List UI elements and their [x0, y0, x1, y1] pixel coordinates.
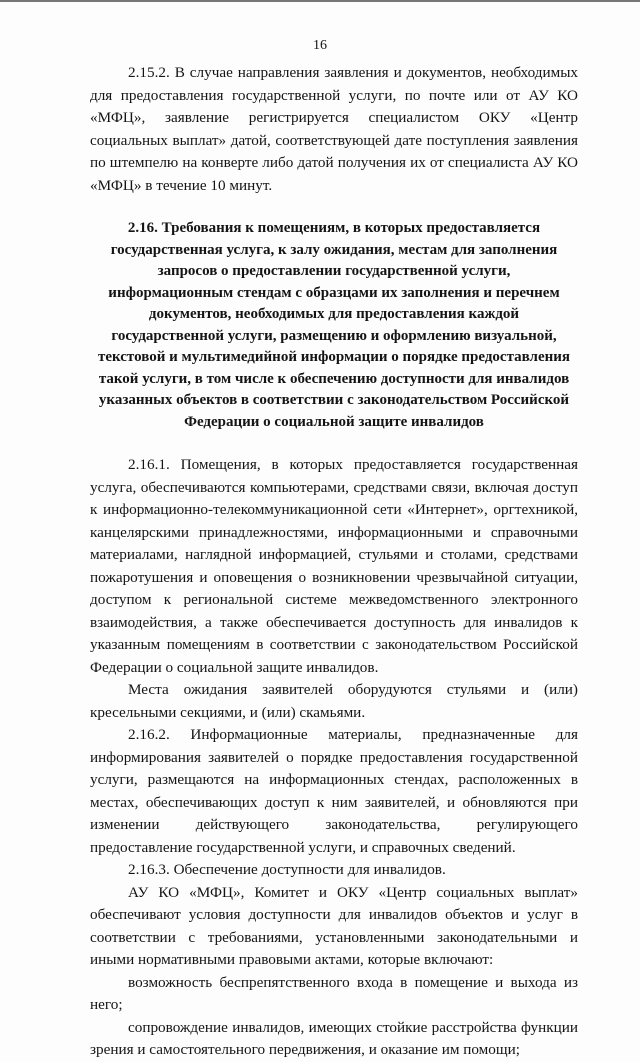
section-heading-2-16: 2.16. Требования к помещениям, в которых предоставляется государственная услуга, к залу ожидания, местам для заполнения запросов о предоставлении государственной услуги, информационным стендам с образцами их заполнения и перечнем документов, необходимых для предоставления каждой государственной услуги, размещению и оформлению визуальной, текстовой и мультимедийной информации о порядке предоставления такой услуги, в том числе к обеспечению доступности для инвалидов указанных объектов в соответствии с законодательством Российской Федерации о социальной защите инвалидов: [97, 220, 571, 430]
list-item-escort: сопровождение инвалидов, имеющих стойкие расстройства функции зрения и самостоятельного передвижения, и оказание им помощи;: [90, 1018, 578, 1058]
paragraph-2-16-3: 2.16.3. Обеспечение доступности для инвалидов.: [128, 861, 446, 878]
top-border-line: [0, 0, 640, 2]
paragraph-accessibility-conditions: АУ КО «МФЦ», Комитет и ОКУ «Центр социальных выплат» обеспечивают условия доступности для инвалидов объектов и услуг в соответствии с требованиями, установленными законодательными и иными нормативными правовыми актами, которые включают:: [90, 883, 578, 968]
paragraph-2-16-1: 2.16.1. Помещения, в которых предоставляется государственная услуга, обеспечиваются компьютерами, средствами связи, включая доступ к информационно-телекоммуникационной сети «Интернет», оргтехникой, канцелярскими принадлежностями, информационными и справочными материалами, наглядной информацией, стульями и столами, средствами пожаротушения и оповещения о возникновении чрезвычайной ситуации, доступом к региональной системе межведомственного электронного взаимодействия, а также обеспечивается доступность для инвалидов к указанным помещениям в соответствии с законодательством Российской Федерации о социальной защите инвалидов.: [90, 456, 578, 676]
list-item-entrance: возможность беспрепятственного входа в помещение и выхода из него;: [90, 973, 578, 1013]
document-body: [90, 62, 578, 1062]
paragraph-waiting-places: Места ожидания заявителей оборудуются стульями и (или) кресельными секциями, и (или) скамьями.: [90, 681, 578, 721]
paragraph-2-16-2: 2.16.2. Информационные материалы, предназначенные для информирования заявителей о порядке предоставления государственной услуги, размещаются на информационных стендах, расположенных в местах, обеспечивающих доступ к ним заявителей, и обновляются при изменении действующего законодательства, регулирующего предоставление государственной услуги, и справочных сведений.: [90, 726, 578, 856]
paragraph-2-15-2: 2.15.2. В случае направления заявления и документов, необходимых для предоставления государственной услуги, по почте или от АУ КО «МФЦ», заявление регистрируется специалистом ОКУ «Центр социальных выплат» датой, соответствующей дате поступления заявления по штемпелю на конверте либо датой получения их от специалиста АУ КО «МФЦ» в течение 10 минут.: [90, 64, 578, 194]
page-number: 16: [313, 38, 327, 53]
